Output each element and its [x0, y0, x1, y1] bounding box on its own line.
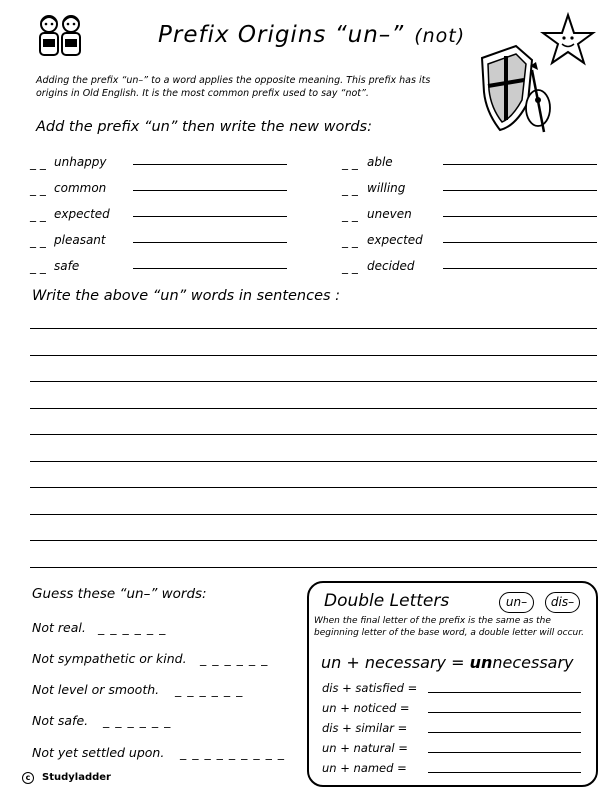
- pill-dis: dis–: [545, 592, 580, 613]
- blank-right: _ _: [342, 156, 358, 170]
- equation-label: un + noticed =: [322, 701, 410, 715]
- sentence-line[interactable]: [30, 355, 597, 356]
- footer: c Studyladder: [22, 772, 111, 784]
- guess-heading: Guess these “un–” words:: [32, 586, 207, 602]
- word-left: safe: [54, 259, 80, 273]
- sentence-line[interactable]: [30, 461, 597, 462]
- sentence-line[interactable]: [30, 487, 597, 488]
- answer-line-right[interactable]: [443, 242, 597, 243]
- double-letters-explanation: When the final letter of the prefix is the same as the beginning letter of the base word, a double letter will occur.: [314, 616, 584, 638]
- double-letters-title: Double Letters: [324, 591, 450, 611]
- answer-line-left[interactable]: [133, 242, 287, 243]
- equation-answer-line[interactable]: [428, 732, 581, 733]
- answer-line-left[interactable]: [133, 164, 287, 165]
- section1-heading: Add the prefix “un” then write the new words:: [36, 119, 372, 135]
- blank-right: _ _: [342, 234, 358, 248]
- word-left: pleasant: [54, 233, 106, 247]
- equation-answer-line[interactable]: [428, 692, 581, 693]
- blank-left: _ _: [30, 182, 46, 196]
- answer-line-right[interactable]: [443, 164, 597, 165]
- blank-left: _ _: [30, 208, 46, 222]
- word-left: unhappy: [54, 155, 107, 169]
- sentence-line[interactable]: [30, 434, 597, 435]
- word-right: uneven: [367, 207, 412, 221]
- answer-line-left[interactable]: [133, 268, 287, 269]
- guess-clue: Not sympathetic or kind.: [32, 651, 187, 666]
- equation-answer-line[interactable]: [428, 772, 581, 773]
- sentence-line[interactable]: [30, 408, 597, 409]
- page-title: Prefix Origins “un–” (not): [158, 22, 466, 48]
- word-right: willing: [367, 181, 406, 195]
- answer-line-right[interactable]: [443, 216, 597, 217]
- word-right: decided: [367, 259, 415, 273]
- equation-label: un + named =: [322, 761, 407, 775]
- guess-clue: Not yet settled upon.: [32, 745, 165, 760]
- answer-line-right[interactable]: [443, 190, 597, 191]
- blank-left: _ _: [30, 260, 46, 274]
- word-left: expected: [54, 207, 110, 221]
- guess-blanks[interactable]: _ _ _ _ _ _: [103, 713, 172, 728]
- blank-right: _ _: [342, 182, 358, 196]
- guess-clue: Not level or smooth.: [32, 682, 160, 697]
- section2-heading: Write the above “un” words in sentences :: [32, 288, 341, 304]
- sentence-line[interactable]: [30, 381, 597, 382]
- equation-label: dis + similar =: [322, 721, 408, 735]
- sentence-line[interactable]: [30, 540, 597, 541]
- blank-left: _ _: [30, 156, 46, 170]
- word-left: common: [54, 181, 107, 195]
- guess-blanks[interactable]: _ _ _ _ _ _: [200, 651, 269, 666]
- shield-icon: [476, 40, 558, 138]
- guess-blanks[interactable]: _ _ _ _ _ _ _ _ _: [180, 745, 286, 760]
- blank-right: _ _: [342, 208, 358, 222]
- answer-line-left[interactable]: [133, 190, 287, 191]
- intro-text: Adding the prefix “un–” to a word applies the opposite meaning. This prefix has its origins in Old English. It is the most common prefix used to say “not”.: [36, 75, 431, 99]
- equation-answer-line[interactable]: [428, 712, 581, 713]
- sentence-line[interactable]: [30, 514, 597, 515]
- double-letters-example: un + necessary = unnecessary: [321, 653, 574, 672]
- copyright-icon: c: [22, 772, 34, 784]
- guess-blanks[interactable]: _ _ _ _ _ _: [175, 682, 244, 697]
- equation-answer-line[interactable]: [428, 752, 581, 753]
- guess-clue: Not real.: [32, 620, 86, 635]
- sentence-line[interactable]: [30, 328, 597, 329]
- pill-un: un–: [499, 592, 534, 613]
- guess-clue: Not safe.: [32, 713, 89, 728]
- kids-illustration: [34, 12, 86, 64]
- equation-label: dis + satisfied =: [322, 681, 418, 695]
- answer-line-left[interactable]: [133, 216, 287, 217]
- word-right: expected: [367, 233, 423, 247]
- guess-blanks[interactable]: _ _ _ _ _ _: [98, 620, 167, 635]
- answer-line-right[interactable]: [443, 268, 597, 269]
- word-right: able: [367, 155, 393, 169]
- equation-label: un + natural =: [322, 741, 408, 755]
- sentence-line[interactable]: [30, 567, 597, 568]
- blank-right: _ _: [342, 260, 358, 274]
- blank-left: _ _: [30, 234, 46, 248]
